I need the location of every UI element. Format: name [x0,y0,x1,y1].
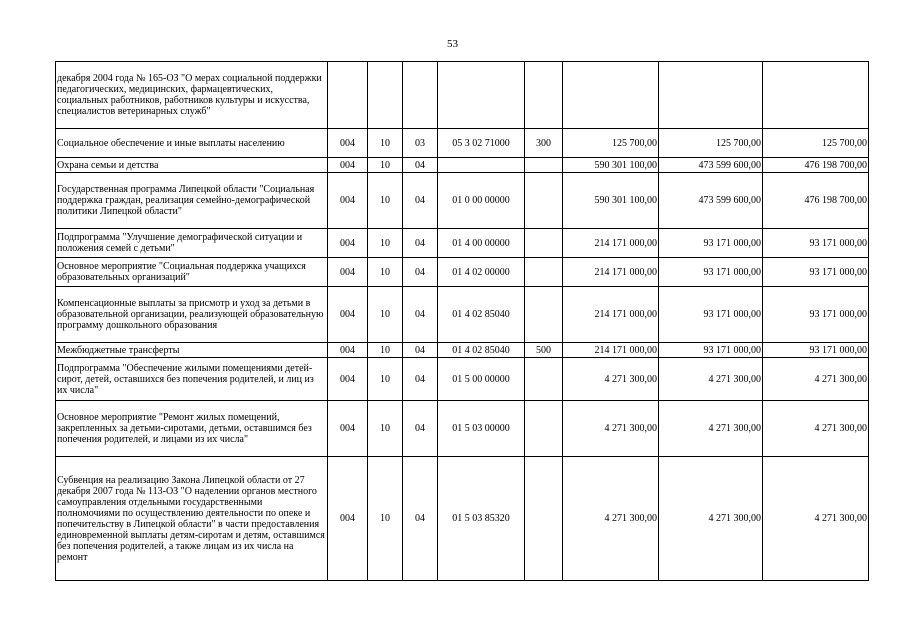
expense-type-code [525,401,563,457]
ved-code: 004 [328,457,368,581]
target-article-code: 01 4 02 85040 [438,343,525,358]
ved-code: 004 [328,229,368,258]
item-name: Компенсационные выплаты за присмотр и уход за детьми в образовательной организации, реализующей образовательную программу дошкольного образования [56,287,328,343]
table-row [56,343,869,358]
subsection-code: 03 [403,129,438,158]
target-article-code: 01 0 00 00000 [438,173,525,229]
expense-type-code [525,258,563,287]
expense-type-code [525,287,563,343]
table-row [56,158,869,173]
amount-year-3: 4 271 300,00 [763,457,869,581]
section-code [368,62,403,129]
amount-year-1: 4 271 300,00 [563,401,659,457]
item-name: Охрана семьи и детства [56,158,328,173]
amount-year-3: 93 171 000,00 [763,287,869,343]
expense-type-code [525,457,563,581]
section-code: 10 [368,401,403,457]
item-name: декабря 2004 года № 165-ОЗ "О мерах социальной поддержки педагогических, медицинских, фармацевтических, социальных работников, работников культуры и искусства, специалистов ветеринарных служб" [56,62,328,129]
ved-code [328,62,368,129]
target-article-code [438,62,525,129]
item-name: Социальное обеспечение и иные выплаты населению [56,129,328,158]
amount-year-1: 214 171 000,00 [563,343,659,358]
section-code: 10 [368,129,403,158]
amount-year-2: 473 599 600,00 [659,158,763,173]
amount-year-3 [763,62,869,129]
section-code: 10 [368,158,403,173]
amount-year-1: 214 171 000,00 [563,229,659,258]
target-article-code: 01 5 03 00000 [438,401,525,457]
expense-type-code [525,229,563,258]
amount-year-3: 93 171 000,00 [763,343,869,358]
amount-year-3: 476 198 700,00 [763,158,869,173]
page-number: 53 [447,38,458,50]
amount-year-2: 473 599 600,00 [659,173,763,229]
item-name: Основное мероприятие "Социальная поддержка учащихся образовательных организаций" [56,258,328,287]
subsection-code: 04 [403,457,438,581]
ved-code: 004 [328,287,368,343]
amount-year-3: 4 271 300,00 [763,358,869,401]
subsection-code: 04 [403,343,438,358]
amount-year-2: 93 171 000,00 [659,343,763,358]
section-code: 10 [368,457,403,581]
ved-code: 004 [328,343,368,358]
amount-year-1: 125 700,00 [563,129,659,158]
amount-year-2: 93 171 000,00 [659,287,763,343]
table-row [56,401,869,457]
ved-code: 004 [328,129,368,158]
amount-year-1: 214 171 000,00 [563,287,659,343]
expense-type-code [525,158,563,173]
target-article-code: 01 4 00 00000 [438,229,525,258]
target-article-code: 05 3 02 71000 [438,129,525,158]
ved-code: 004 [328,258,368,287]
expense-type-code [525,173,563,229]
amount-year-2: 93 171 000,00 [659,229,763,258]
subsection-code: 04 [403,287,438,343]
table-row [56,229,869,258]
expense-type-code: 300 [525,129,563,158]
amount-year-1: 4 271 300,00 [563,358,659,401]
amount-year-2 [659,62,763,129]
target-article-code [438,158,525,173]
table-row [56,129,869,158]
item-name: Межбюджетные трансферты [56,343,328,358]
amount-year-2: 93 171 000,00 [659,258,763,287]
amount-year-3: 93 171 000,00 [763,258,869,287]
amount-year-1: 4 271 300,00 [563,457,659,581]
subsection-code: 04 [403,229,438,258]
subsection-code: 04 [403,358,438,401]
budget-table [55,61,869,581]
amount-year-1 [563,62,659,129]
subsection-code: 04 [403,258,438,287]
item-name: Субвенция на реализацию Закона Липецкой области от 27 декабря 2007 года № 113-ОЗ "О наделении органов местного самоуправления отдельными государственными полномочиями по осуществлению деятельности по опеке и попечительству в Липецкой области" в части предоставления единовременной выплаты детям-сиротам и детям, оставшимся без попечения родителей, а также лицам из их числа на ремонт [56,457,328,581]
ved-code: 004 [328,358,368,401]
target-article-code: 01 5 00 00000 [438,358,525,401]
subsection-code: 04 [403,173,438,229]
section-code: 10 [368,229,403,258]
amount-year-3: 4 271 300,00 [763,401,869,457]
subsection-code: 04 [403,158,438,173]
ved-code: 004 [328,173,368,229]
table-row [56,173,869,229]
item-name: Основное мероприятие "Ремонт жилых помещений, закрепленных за детьми-сиротами, детьми, оставшимся без попечения родителей, и лицами из их числа" [56,401,328,457]
subsection-code: 04 [403,401,438,457]
table-row [56,287,869,343]
amount-year-3: 476 198 700,00 [763,173,869,229]
table-row [56,62,869,129]
amount-year-2: 4 271 300,00 [659,457,763,581]
expense-type-code [525,358,563,401]
item-name: Подпрограмма "Обеспечение жилыми помещениями детей-сирот, детей, оставшихся без попечения родителей, и лиц из их числа" [56,358,328,401]
section-code: 10 [368,258,403,287]
target-article-code: 01 4 02 85040 [438,287,525,343]
ved-code: 004 [328,401,368,457]
expense-type-code [525,62,563,129]
expense-type-code: 500 [525,343,563,358]
target-article-code: 01 5 03 85320 [438,457,525,581]
item-name: Государственная программа Липецкой области "Социальная поддержка граждан, реализация семейно-демографической политики Липецкой области" [56,173,328,229]
amount-year-2: 4 271 300,00 [659,401,763,457]
subsection-code [403,62,438,129]
amount-year-2: 4 271 300,00 [659,358,763,401]
section-code: 10 [368,287,403,343]
amount-year-2: 125 700,00 [659,129,763,158]
amount-year-3: 93 171 000,00 [763,229,869,258]
amount-year-1: 214 171 000,00 [563,258,659,287]
amount-year-3: 125 700,00 [763,129,869,158]
target-article-code: 01 4 02 00000 [438,258,525,287]
item-name: Подпрограмма "Улучшение демографической ситуации и положения семей с детьми" [56,229,328,258]
table-body [56,62,869,581]
section-code: 10 [368,343,403,358]
table-row [56,457,869,581]
section-code: 10 [368,358,403,401]
table-row [56,258,869,287]
amount-year-1: 590 301 100,00 [563,173,659,229]
table-row [56,358,869,401]
section-code: 10 [368,173,403,229]
amount-year-1: 590 301 100,00 [563,158,659,173]
ved-code: 004 [328,158,368,173]
